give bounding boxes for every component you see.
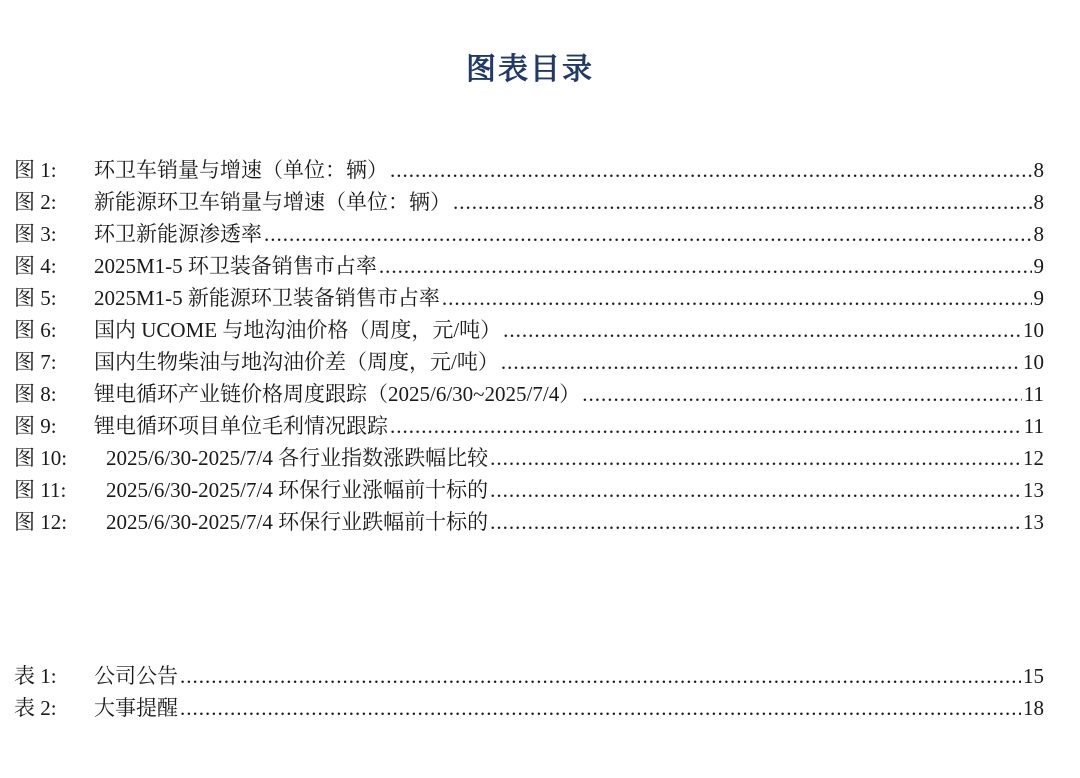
entry-title: 国内生物柴油与地沟油价差（周度，元/吨）	[94, 350, 499, 374]
entry-page-number: 13	[1023, 478, 1044, 502]
entry-title: 新能源环卫车销量与增速（单位：辆）	[94, 190, 451, 214]
toc-entry-figure-9[interactable]	[14, 410, 1044, 442]
entry-label: 图 3:	[14, 222, 57, 246]
entry-title: 2025M1-5 新能源环卫装备销售市占率	[94, 286, 440, 310]
entry-title: 公司公告	[94, 664, 178, 688]
toc-entry-table-1[interactable]	[14, 660, 1044, 692]
entry-page-number: 11	[1023, 382, 1044, 406]
dot-leader	[442, 286, 1032, 311]
entry-page-number: 8	[1033, 158, 1044, 182]
dot-leader	[582, 382, 1022, 407]
dot-leader	[390, 158, 1032, 183]
entry-label: 图 9:	[14, 414, 57, 438]
entry-label: 图 7:	[14, 350, 57, 374]
entry-title: 2025/6/30-2025/7/4 环保行业涨幅前十标的	[106, 478, 489, 502]
entry-label: 图 5:	[14, 286, 57, 310]
toc-entry-figure-10[interactable]	[14, 442, 1044, 474]
toc-entry-figure-3[interactable]	[14, 218, 1044, 250]
entry-label: 图 10:	[14, 446, 68, 470]
tables-list	[14, 660, 1044, 724]
entry-title: 大事提醒	[94, 696, 178, 720]
dot-leader	[490, 510, 1021, 535]
dot-leader	[501, 350, 1021, 375]
entry-page-number: 9	[1033, 286, 1044, 310]
entry-label: 图 8:	[14, 382, 57, 406]
entry-label: 图 6:	[14, 318, 57, 342]
toc-entry-figure-5[interactable]	[14, 282, 1044, 314]
entry-label: 图 11:	[14, 478, 67, 502]
entry-page-number: 9	[1033, 254, 1044, 278]
entry-label: 表 2:	[14, 696, 57, 720]
toc-entry-figure-2[interactable]	[14, 186, 1044, 218]
toc-title: 图表目录	[466, 53, 594, 86]
toc-entry-figure-11[interactable]	[14, 474, 1044, 506]
entry-page-number: 11	[1023, 414, 1044, 438]
entry-title: 国内 UCOME 与地沟油价格（周度，元/吨）	[94, 318, 502, 342]
entry-title: 2025/6/30-2025/7/4 环保行业跌幅前十标的	[106, 510, 489, 534]
dot-leader	[453, 190, 1032, 215]
dot-leader	[490, 478, 1021, 503]
entry-page-number: 10	[1023, 318, 1044, 342]
entry-label: 图 2:	[14, 190, 57, 214]
dot-leader	[390, 414, 1022, 439]
dot-leader	[180, 664, 1021, 689]
entry-title: 锂电循环产业链价格周度跟踪（2025/6/30~2025/7/4）	[94, 382, 581, 406]
entry-title: 环卫新能源渗透率	[94, 222, 262, 246]
entry-page-number: 8	[1033, 190, 1044, 214]
entry-label: 图 12:	[14, 510, 68, 534]
entry-page-number: 15	[1023, 664, 1044, 688]
entry-label: 图 4:	[14, 254, 57, 278]
dot-leader	[379, 254, 1032, 279]
entry-page-number: 8	[1033, 222, 1044, 246]
dot-leader	[490, 446, 1021, 471]
entry-page-number: 13	[1023, 510, 1044, 534]
dot-leader	[503, 318, 1021, 343]
toc-entry-figure-6[interactable]	[14, 314, 1044, 346]
dot-leader	[264, 222, 1032, 247]
toc-entry-figure-7[interactable]	[14, 346, 1044, 378]
entry-title: 2025/6/30-2025/7/4 各行业指数涨跌幅比较	[106, 446, 489, 470]
toc-entry-table-2[interactable]	[14, 692, 1044, 724]
toc-entry-figure-12[interactable]	[14, 506, 1044, 538]
figures-list	[14, 154, 1044, 538]
toc-entry-figure-8[interactable]	[14, 378, 1044, 410]
entry-label: 图 1:	[14, 158, 57, 182]
dot-leader	[180, 696, 1021, 721]
entry-page-number: 12	[1023, 446, 1044, 470]
entry-label: 表 1:	[14, 664, 57, 688]
entry-title: 环卫车销量与增速（单位：辆）	[94, 158, 388, 182]
entry-page-number: 10	[1023, 350, 1044, 374]
toc-entry-figure-1[interactable]	[14, 154, 1044, 186]
entry-title: 锂电循环项目单位毛利情况跟踪	[94, 414, 388, 438]
entry-page-number: 18	[1023, 696, 1044, 720]
entry-title: 2025M1-5 环卫装备销售市占率	[94, 254, 377, 278]
toc-entry-figure-4[interactable]	[14, 250, 1044, 282]
